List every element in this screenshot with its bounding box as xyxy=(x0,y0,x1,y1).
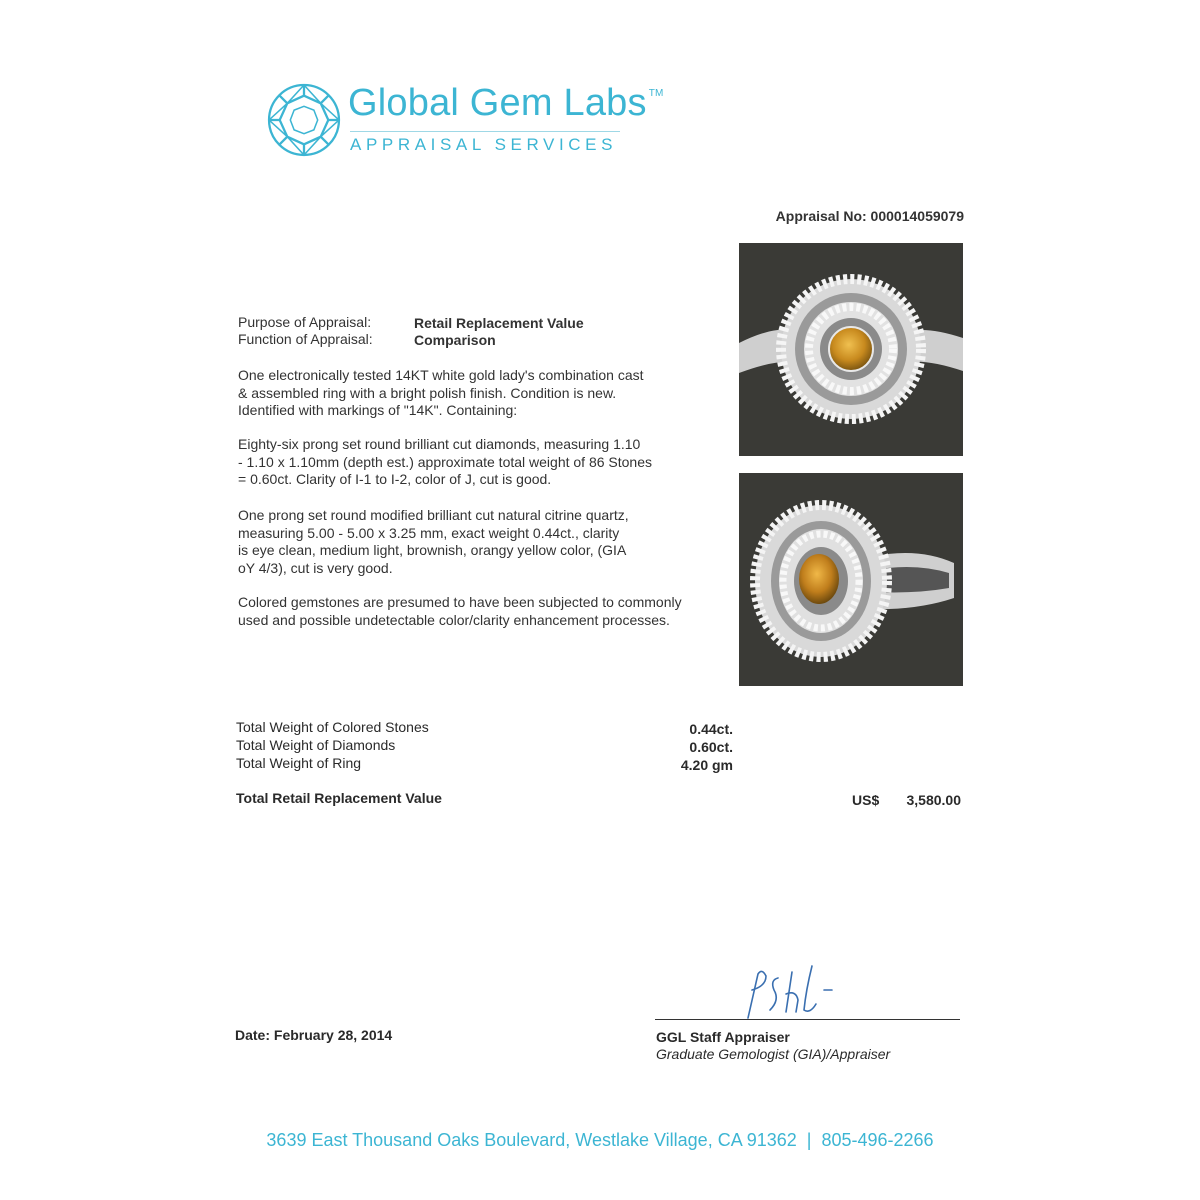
currency-label: US$ xyxy=(852,792,880,808)
totals-values xyxy=(600,720,733,774)
brand-name: Global Gem Labs ™ xyxy=(348,82,664,124)
totals-labels xyxy=(236,718,429,772)
purpose-value: Retail Replacement Value xyxy=(414,315,584,331)
function-value: Comparison xyxy=(414,332,496,348)
total-retail-label: Total Retail Replacement Value xyxy=(236,790,442,806)
footer-contact xyxy=(0,1130,1200,1151)
round-brilliant-gem-icon xyxy=(266,82,342,158)
total-ring-weight-value: 4.20 gm xyxy=(680,757,733,773)
total-ring-weight-label: Total Weight of Ring xyxy=(236,755,362,771)
appraisal-date: Date: February 28, 2014 xyxy=(235,1027,393,1043)
citrine-description: One prong set round modified brilliant cut natural citrine quartz, measuring 5.00 - 5.00 x 3.25 mm, exact weight 0.44ct., clarity is eye clean, medium light, brownish, orangy yellow color, (GIA oY 4/3), cut is very good. xyxy=(238,507,629,576)
trademark: TM xyxy=(648,88,664,99)
brand-subtitle: APPRAISAL SERVICES xyxy=(350,135,618,154)
total-colored-stones-label: Total Weight of Colored Stones xyxy=(236,719,429,735)
total-colored-stones-value: 0.44ct. xyxy=(689,721,733,737)
ring-description: One electronically tested 14KT white gold lady's combination cast & assembled ring with a bright polish finish. Condition is new. Identified with markings of "14K". Containing: xyxy=(238,367,644,418)
enhancement-disclaimer: Colored gemstones are presumed to have been subjected to commonly used and possible undetectable color/clarity enhancement processes. xyxy=(238,594,682,628)
function-label: Function of Appraisal: xyxy=(238,331,373,347)
total-diamonds-value: 0.60ct. xyxy=(689,739,733,755)
ring-photo-top-view xyxy=(739,243,963,456)
appraisal-number: Appraisal No: 000014059079 xyxy=(775,208,964,224)
ring-photo-angled-view xyxy=(739,473,963,686)
footer-phone: 805-496-2266 xyxy=(821,1130,934,1150)
footer-separator: | xyxy=(806,1130,812,1150)
total-diamonds-label: Total Weight of Diamonds xyxy=(236,737,396,753)
signature-line xyxy=(655,1019,960,1020)
appraiser-credential: Graduate Gemologist (GIA)/Appraiser xyxy=(656,1046,891,1062)
footer-address: 3639 East Thousand Oaks Boulevard, Westlake Village, CA 91362 xyxy=(266,1130,797,1150)
brand-divider xyxy=(350,131,620,132)
appraiser-title: GGL Staff Appraiser xyxy=(656,1029,790,1045)
purpose-label: Purpose of Appraisal: xyxy=(238,314,372,330)
diamond-description: Eighty-six prong set round brilliant cut diamonds, measuring 1.10 - 1.10 x 1.10mm (depth est.) approximate total weight of 86 Stones = 0.60ct. Clarity of I-1 to I-2, color of J, cut is good. xyxy=(238,436,652,487)
total-retail-amount: 3,580.00 xyxy=(906,792,961,808)
appraiser-signature xyxy=(700,960,860,1020)
